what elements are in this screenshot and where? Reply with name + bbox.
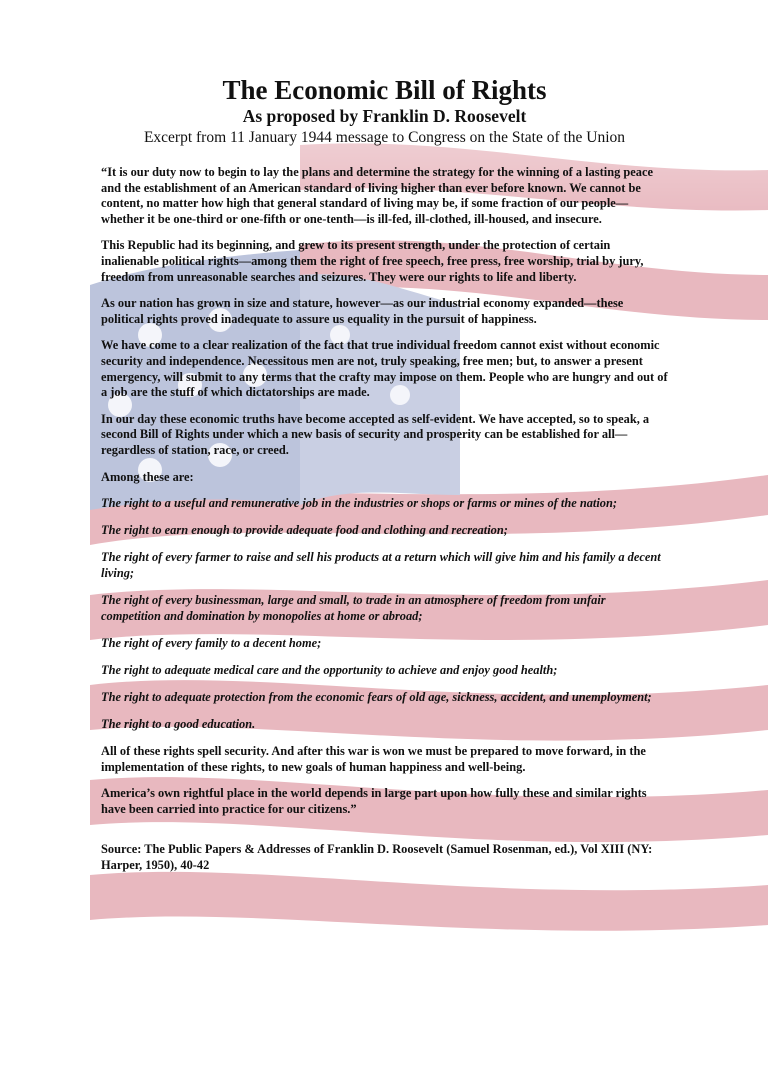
right-item: The right of every farmer to raise and sell his products at a return which will give him and his family a decent living; <box>101 550 661 580</box>
right-item: The right to earn enough to provide adequate food and clothing and recreation; <box>101 523 508 538</box>
closing-paragraph: All of these rights spell security. And after this war is won we must be prepared to move forward, in the implementation of these rights, to new goals of human happiness and well-being. <box>101 744 646 774</box>
right-item: The right to a useful and remunerative job in the industries or shops or farms or mines of the nation; <box>101 496 618 511</box>
paragraph: “It is our duty now to begin to lay the plans and determine the strategy for the winning of a lasting peace and the establishment of an American standard of living higher than ever before known. We cannot be content, no matter how high that general standard of living may be, if some fraction of our people—whether it be one-third or one-fifth or one-tenth—is ill-fed, ill-clothed, ill-housed, and insecure. <box>101 165 653 226</box>
paragraph: Among these are: <box>101 469 194 484</box>
paragraph: As our nation has grown in size and stature, however—as our industrial economy expanded—these political rights proved inadequate to assure us equality in the pursuit of happiness. <box>101 296 624 326</box>
right-item: The right of every family to a decent home; <box>101 635 322 650</box>
document-content <box>0 75 768 874</box>
right-item: The right to adequate medical care and the opportunity to achieve and enjoy good health; <box>101 662 558 677</box>
document-title: The Economic Bill of Rights <box>222 75 547 105</box>
right-item: The right of every businessman, large and small, to trade in an atmosphere of freedom from unfair competition and domination by monopolies at home or abroad; <box>101 592 606 623</box>
document-page <box>0 75 768 1069</box>
source-citation: Source: The Public Papers & Addresses of Franklin D. Roosevelt (Samuel Rosenman, ed.), Vol XIII (NY: Harper, 1950), 40-42 <box>101 842 653 872</box>
closing-paragraph: America’s own rightful place in the world depends in large part upon how fully these and similar rights have been carried into practice for our citizens.” <box>101 786 647 816</box>
speech-body <box>101 165 668 817</box>
paragraph: We have come to a clear realization of the fact that true individual freedom cannot exist without economic security and independence. Necessitous men are not, truly speaking, free men; but, to answer a present emergency, will submit to any terms that the crafty may impose on them. People who are hungry and out of a job are the stuff of which dictatorships are made. <box>101 338 668 400</box>
excerpt-line: Excerpt from 11 January 1944 message to Congress on the State of the Union <box>143 129 626 146</box>
right-item: The right to a good education. <box>101 716 256 731</box>
document-subtitle: As proposed by Franklin D. Roosevelt <box>242 106 527 126</box>
paragraph: In our day these economic truths have become accepted as self-evident. We have accepted, so to speak, a second Bill of Rights under which a new basis of security and prosperity can be established for all—regardless of station, race, or creed. <box>101 411 650 457</box>
right-item: The right to adequate protection from the economic fears of old age, sickness, accident, and unemployment; <box>101 689 652 704</box>
paragraph: This Republic had its beginning, and grew to its present strength, under the protection of certain inalienable political rights—among them the right of free speech, free press, free worship, trial by jury, freedom from unreasonable searches and seizures. They were our rights to life and liberty. <box>101 238 644 284</box>
